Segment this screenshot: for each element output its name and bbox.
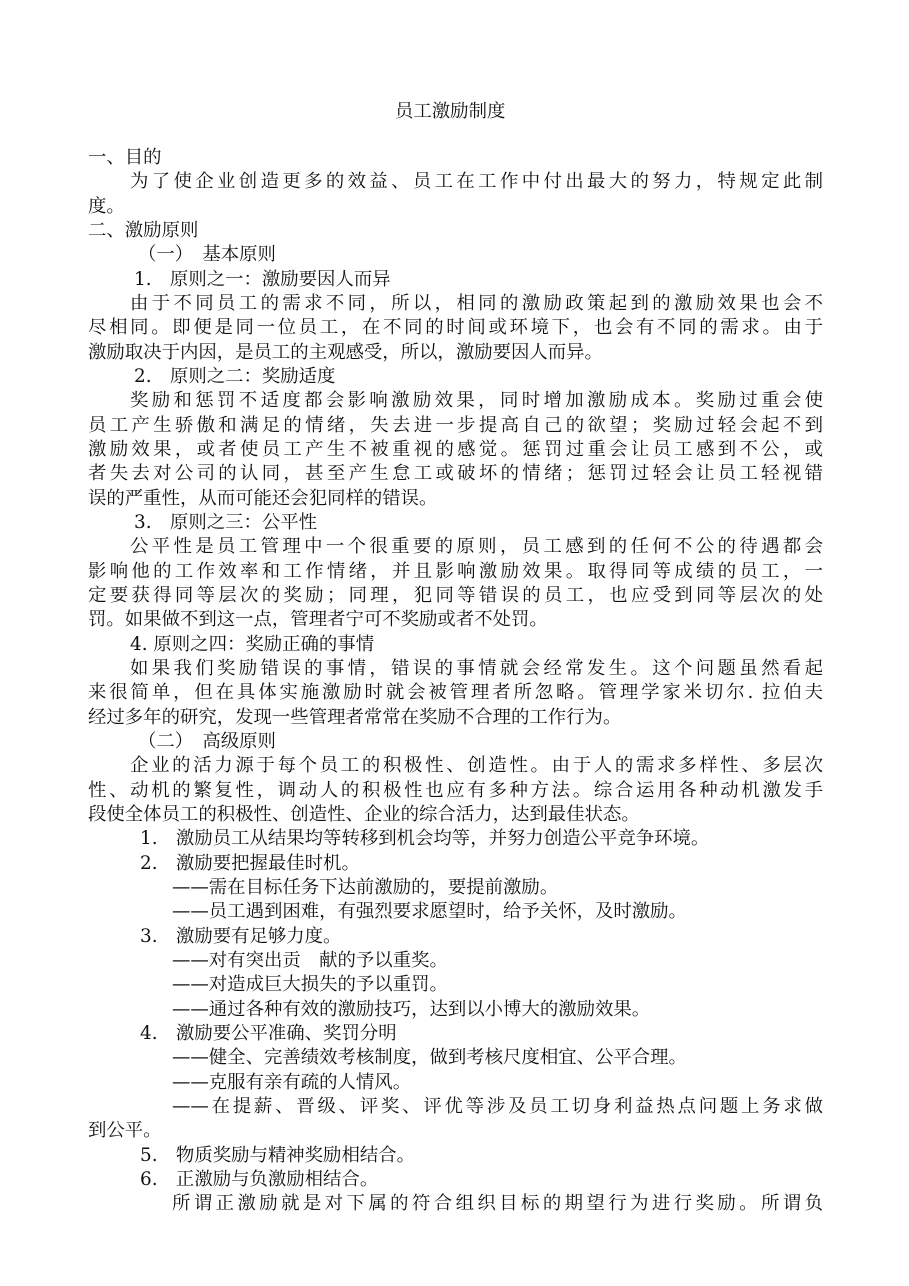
text-line: 3. 激励要有足够力度。 [140, 925, 342, 947]
text-line: 5. 物质奖励与精神奖励相结合。 [140, 1144, 416, 1166]
text-line: 为了使企业创造更多的效益、员工在工作中付出最大的努力，特规定此制 [130, 171, 823, 193]
page-title: 员工激励制度 [395, 101, 506, 122]
text-line: 定要获得同等层次的奖励；同理，犯同等错误的员工，也应受到同等层次的处 [88, 584, 823, 606]
text-line: 由于不同员工的需求不同，所以，相同的激励政策起到的激励效果也会不 [130, 292, 823, 314]
text-line: ——通过各种有效的激励技巧，达到以小博大的激励效果。 [172, 998, 651, 1020]
text-line: 1. 原则之一：激励要因人而异 [134, 268, 391, 290]
text-line: ——需在目标任务下达前激励的，要提前激励。 [172, 876, 559, 898]
text-line: 来很简单，但在具体实施激励时就会被管理者所忽略。管理学家米切尔. 拉伯夫 [88, 682, 823, 704]
text-line: 2. 激励要把握最佳时机。 [140, 852, 360, 874]
text-line: 公平性是员工管理中一个很重要的原则，员工感到的任何不公的待遇都会 [130, 536, 823, 558]
text-line: 4. 原则之四：奖励正确的事情 [130, 633, 375, 655]
text-line: 段使全体员工的积极性、创造性、企业的综合活力，达到最佳状态。 [88, 803, 640, 825]
text-line: 尽相同。即便是同一位员工，在不同的时间或环境下，也会有不同的需求。由于 [88, 317, 823, 339]
text-line: 性、动机的繁复性，调动人的积极性也应有多种方法。综合运用各种动机激发手 [88, 779, 823, 801]
text-line: （二） 高级原则 [138, 730, 276, 752]
text-line: ——健全、完善绩效考核制度，做到考核尺度相宜、公平合理。 [172, 1047, 687, 1069]
text-line: 经过多年的研究，发现一些管理者常常在奖励不合理的工作行为。 [88, 706, 622, 728]
text-line: （一） 基本原则 [138, 244, 276, 266]
text-line: ——克服有亲有疏的人情风。 [172, 1071, 412, 1093]
text-line: 员工产生骄傲和满足的情绪，失去进一步提高自己的欲望；奖励过轻会起不到 [88, 414, 823, 436]
text-line: 误的严重性，从而可能还会犯同样的错误。 [88, 487, 438, 509]
text-line: 如果我们奖励错误的事情，错误的事情就会经常发生。这个问题虽然看起 [130, 657, 823, 679]
text-line: 罚。如果做不到这一点，管理者宁可不奖励或者不处罚。 [88, 609, 548, 631]
text-line: 奖励和惩罚不适度都会影响激励效果，同时增加激励成本。奖励过重会使 [130, 390, 823, 412]
text-line: 3. 原则之三：公平性 [134, 511, 318, 533]
text-line: ——对有突出贡 献的予以重奖。 [172, 949, 448, 971]
text-line: 激励取决于内因，是员工的主观感受，所以，激励要因人而异。 [88, 341, 603, 363]
text-line: 一、目的 [88, 147, 162, 168]
text-line: 二、激励原则 [88, 219, 199, 241]
text-line: ——在提薪、晋级、评奖、评优等涉及员工切身利益热点问题上务求做 [172, 1095, 823, 1117]
text-line: 4. 激励要公平准确、奖罚分明 [140, 1022, 397, 1044]
text-line: 1. 激励员工从结果均等转移到机会均等，并努力创造公平竞争环境。 [140, 828, 710, 850]
text-line: 度。 [88, 195, 125, 217]
text-line: 者失去对公司的认同，甚至产生怠工或破坏的情绪；惩罚过轻会让员工轻视错 [88, 463, 823, 485]
text-line: 6. 正激励与负激励相结合。 [140, 1168, 379, 1190]
text-line: 企业的活力源于每个员工的积极性、创造性。由于人的需求多样性、多层次 [130, 755, 823, 777]
text-line: 到公平。 [88, 1120, 162, 1142]
text-line: 影响他的工作效率和工作情绪，并且影响激励效果。取得同等成绩的员工，一 [88, 560, 823, 582]
text-line: ——员工遇到困难，有强烈要求愿望时，给予关怀，及时激励。 [172, 901, 687, 923]
text-line: 2. 原则之二：奖励适度 [134, 365, 336, 387]
text-line: ——对造成巨大损失的予以重罚。 [172, 974, 448, 996]
text-line: 所谓正激励就是对下属的符合组织目标的期望行为进行奖励。所谓负 [172, 1193, 823, 1215]
text-line: 激励效果，或者使员工产生不被重视的感觉。惩罚过重会让员工感到不公，或 [88, 438, 823, 460]
